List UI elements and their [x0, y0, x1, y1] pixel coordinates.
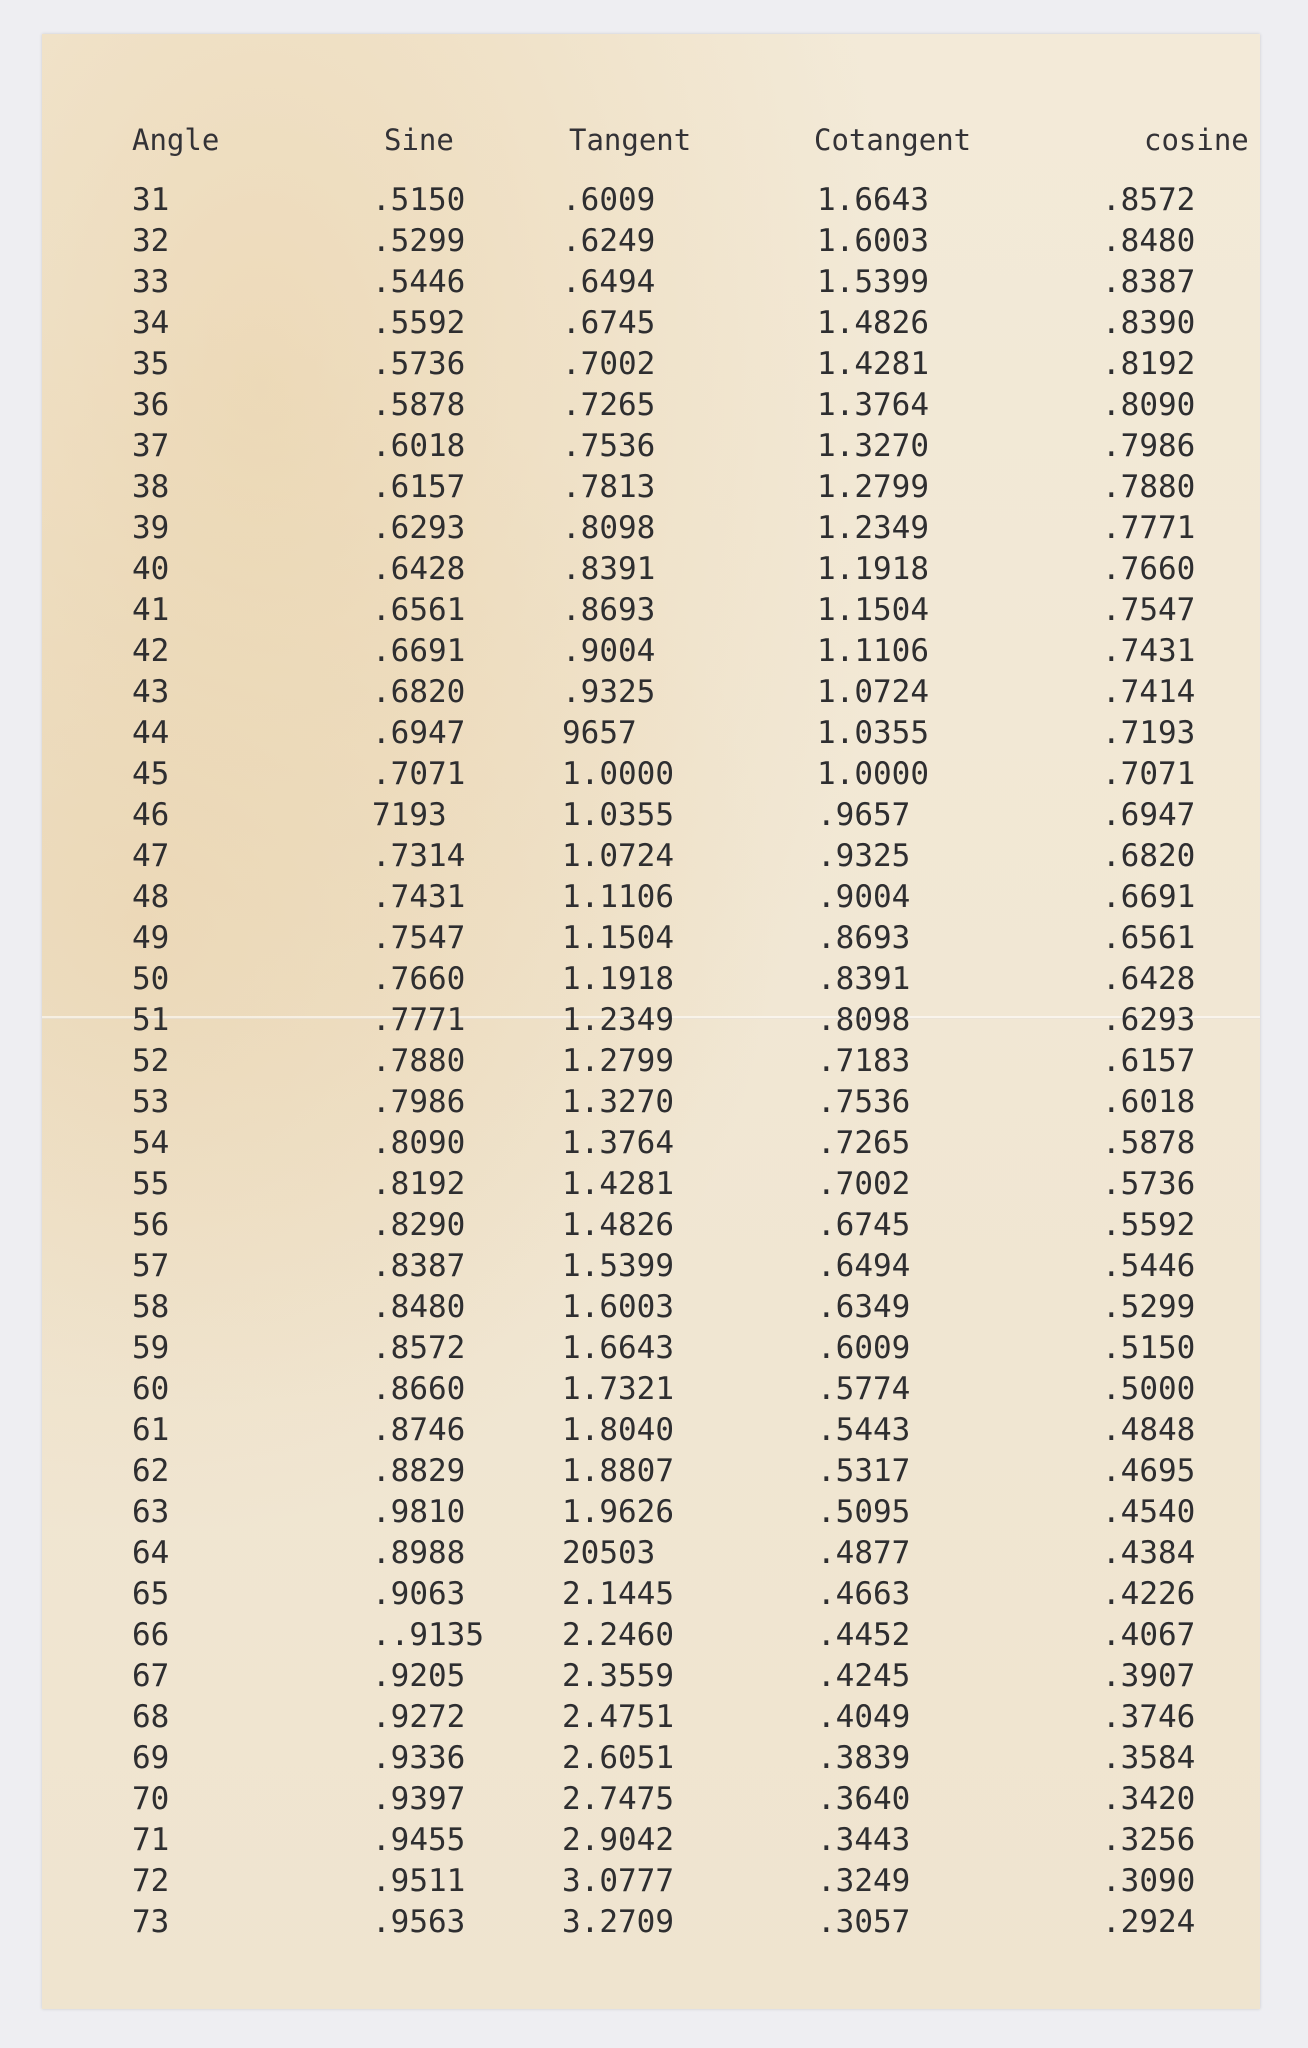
cell-cosine: .6947: [1102, 797, 1196, 833]
cell-cotangent: 1.5399: [817, 264, 929, 300]
cell-angle: 66: [132, 1617, 170, 1653]
cell-cotangent: .3057: [817, 1904, 911, 1940]
table-row: [42, 1738, 1260, 1778]
cell-sine: .8290: [372, 1207, 466, 1243]
cell-cosine: .8192: [1102, 346, 1196, 382]
cell-cosine: .8480: [1102, 223, 1196, 259]
table-row: [42, 180, 1260, 220]
cell-angle: 68: [132, 1699, 170, 1735]
table-row: [42, 1615, 1260, 1655]
table-header-row: [42, 120, 1260, 160]
cell-angle: 63: [132, 1494, 170, 1530]
table-row: [42, 713, 1260, 753]
table-row: [42, 1041, 1260, 1081]
cell-angle: 50: [132, 961, 170, 997]
cell-cotangent: 1.3270: [817, 428, 929, 464]
cell-sine: .8746: [372, 1412, 466, 1448]
cell-tangent: 1.5399: [562, 1248, 674, 1284]
table-row: [42, 1369, 1260, 1409]
cell-cotangent: .7536: [817, 1084, 911, 1120]
cell-cosine: .8572: [1102, 182, 1196, 218]
cell-cosine: .4067: [1102, 1617, 1196, 1653]
table-row: [42, 1820, 1260, 1860]
table-row: [42, 385, 1260, 425]
table-row: [42, 426, 1260, 466]
cell-tangent: .6745: [562, 305, 656, 341]
cell-sine: .6293: [372, 510, 466, 546]
cell-cotangent: .7002: [817, 1166, 911, 1202]
cell-cotangent: .4049: [817, 1699, 911, 1735]
cell-angle: 35: [132, 346, 170, 382]
cell-sine: .5736: [372, 346, 466, 382]
table-row: [42, 1328, 1260, 1368]
cell-cosine: .8090: [1102, 387, 1196, 423]
cell-cosine: .6691: [1102, 879, 1196, 915]
cell-cotangent: 1.3764: [817, 387, 929, 423]
cell-tangent: .8693: [562, 592, 656, 628]
cell-sine: .6157: [372, 469, 466, 505]
cell-tangent: .7265: [562, 387, 656, 423]
cell-cotangent: 1.6003: [817, 223, 929, 259]
cell-cotangent: .4245: [817, 1658, 911, 1694]
cell-tangent: 2.3559: [562, 1658, 674, 1694]
cell-tangent: 3.2709: [562, 1904, 674, 1940]
cell-angle: 39: [132, 510, 170, 546]
cell-tangent: 1.3764: [562, 1125, 674, 1161]
cell-angle: 40: [132, 551, 170, 587]
cell-tangent: .7536: [562, 428, 656, 464]
cell-cotangent: .3839: [817, 1740, 911, 1776]
cell-cosine: .5150: [1102, 1330, 1196, 1366]
cell-tangent: 9657: [562, 715, 637, 751]
cell-tangent: 20503: [562, 1535, 656, 1571]
cell-cosine: .8390: [1102, 305, 1196, 341]
cell-sine: .6018: [372, 428, 466, 464]
cell-cotangent: .5774: [817, 1371, 911, 1407]
cell-tangent: .9004: [562, 633, 656, 669]
cell-tangent: 1.1918: [562, 961, 674, 997]
table-row: [42, 1082, 1260, 1122]
cell-cotangent: 1.1918: [817, 551, 929, 587]
cell-cosine: .7547: [1102, 592, 1196, 628]
cell-cotangent: .9004: [817, 879, 911, 915]
cell-angle: 61: [132, 1412, 170, 1448]
cell-cosine: .3256: [1102, 1822, 1196, 1858]
cell-angle: 58: [132, 1289, 170, 1325]
cell-cotangent: 1.0000: [817, 756, 929, 792]
cell-cotangent: .3443: [817, 1822, 911, 1858]
cell-tangent: 1.3270: [562, 1084, 674, 1120]
cell-cotangent: 1.1504: [817, 592, 929, 628]
cell-cotangent: .9657: [817, 797, 911, 833]
cell-tangent: 2.2460: [562, 1617, 674, 1653]
cell-tangent: 1.1106: [562, 879, 674, 915]
cell-cosine: .4384: [1102, 1535, 1196, 1571]
cell-cosine: .7414: [1102, 674, 1196, 710]
header-angle: Angle: [132, 123, 220, 157]
cell-angle: 34: [132, 305, 170, 341]
cell-cotangent: .5317: [817, 1453, 911, 1489]
table-row: [42, 1492, 1260, 1532]
table-row: [42, 344, 1260, 384]
cell-cosine: .3746: [1102, 1699, 1196, 1735]
cell-sine: .8660: [372, 1371, 466, 1407]
cell-cotangent: 1.1106: [817, 633, 929, 669]
cell-angle: 73: [132, 1904, 170, 1940]
cell-angle: 44: [132, 715, 170, 751]
cell-sine: .6691: [372, 633, 466, 669]
cell-cotangent: .8098: [817, 1002, 911, 1038]
cell-cosine: .7431: [1102, 633, 1196, 669]
cell-cosine: .6157: [1102, 1043, 1196, 1079]
cell-cotangent: .8693: [817, 920, 911, 956]
cell-tangent: .6494: [562, 264, 656, 300]
cell-cotangent: .4452: [817, 1617, 911, 1653]
cell-sine: ..9135: [372, 1617, 484, 1653]
table-row: [42, 590, 1260, 630]
cell-sine: .9810: [372, 1494, 466, 1530]
cell-sine: .5592: [372, 305, 466, 341]
cell-sine: .9272: [372, 1699, 466, 1735]
table-row: [42, 1410, 1260, 1450]
cell-tangent: 1.4281: [562, 1166, 674, 1202]
cell-sine: .9063: [372, 1576, 466, 1612]
cell-sine: .9336: [372, 1740, 466, 1776]
header-tangent: Tangent: [569, 123, 692, 157]
cell-cosine: .3090: [1102, 1863, 1196, 1899]
cell-angle: 42: [132, 633, 170, 669]
cell-tangent: 1.9626: [562, 1494, 674, 1530]
cell-sine: .9205: [372, 1658, 466, 1694]
cell-tangent: .6249: [562, 223, 656, 259]
cell-sine: .7880: [372, 1043, 466, 1079]
cell-sine: .6947: [372, 715, 466, 751]
cell-cosine: .2924: [1102, 1904, 1196, 1940]
cell-angle: 46: [132, 797, 170, 833]
cell-cotangent: .6494: [817, 1248, 911, 1284]
cell-cosine: .3907: [1102, 1658, 1196, 1694]
table-row: [42, 1000, 1260, 1040]
table-row: [42, 795, 1260, 835]
cell-angle: 43: [132, 674, 170, 710]
table-row: [42, 467, 1260, 507]
cell-angle: 56: [132, 1207, 170, 1243]
cell-angle: 62: [132, 1453, 170, 1489]
header-cotangent: Cotangent: [814, 123, 972, 157]
cell-sine: .8090: [372, 1125, 466, 1161]
table-row: [42, 1861, 1260, 1901]
cell-angle: 67: [132, 1658, 170, 1694]
table-row: [42, 754, 1260, 794]
cell-sine: .8572: [372, 1330, 466, 1366]
cell-angle: 31: [132, 182, 170, 218]
cell-sine: .7071: [372, 756, 466, 792]
table-row: [42, 1902, 1260, 1942]
header-sine: Sine: [384, 123, 454, 157]
table-row: [42, 1123, 1260, 1163]
cell-tangent: 1.8040: [562, 1412, 674, 1448]
cell-cotangent: 1.2799: [817, 469, 929, 505]
cell-cosine: .8387: [1102, 264, 1196, 300]
cell-tangent: 1.7321: [562, 1371, 674, 1407]
cell-angle: 47: [132, 838, 170, 874]
cell-sine: .8829: [372, 1453, 466, 1489]
cell-sine: .7660: [372, 961, 466, 997]
cell-cosine: .4226: [1102, 1576, 1196, 1612]
cell-angle: 64: [132, 1535, 170, 1571]
cell-cotangent: .6349: [817, 1289, 911, 1325]
cell-sine: .6820: [372, 674, 466, 710]
table-row: [42, 836, 1260, 876]
cell-sine: .6428: [372, 551, 466, 587]
table-row: [42, 1246, 1260, 1286]
cell-angle: 36: [132, 387, 170, 423]
cell-cosine: .7660: [1102, 551, 1196, 587]
cell-angle: 69: [132, 1740, 170, 1776]
cell-tangent: .8098: [562, 510, 656, 546]
cell-cotangent: .6009: [817, 1330, 911, 1366]
cell-sine: .8192: [372, 1166, 466, 1202]
cell-cotangent: .7265: [817, 1125, 911, 1161]
cell-cosine: .3584: [1102, 1740, 1196, 1776]
cell-cotangent: 1.4826: [817, 305, 929, 341]
cell-cosine: .4540: [1102, 1494, 1196, 1530]
cell-angle: 54: [132, 1125, 170, 1161]
cell-angle: 49: [132, 920, 170, 956]
cell-tangent: 1.0355: [562, 797, 674, 833]
cell-angle: 72: [132, 1863, 170, 1899]
cell-cotangent: .3640: [817, 1781, 911, 1817]
cell-sine: .9455: [372, 1822, 466, 1858]
cell-angle: 51: [132, 1002, 170, 1038]
table-row: [42, 918, 1260, 958]
cell-cotangent: .3249: [817, 1863, 911, 1899]
cell-tangent: 2.6051: [562, 1740, 674, 1776]
cell-angle: 32: [132, 223, 170, 259]
cell-cosine: .6018: [1102, 1084, 1196, 1120]
cell-angle: 38: [132, 469, 170, 505]
cell-cotangent: .5443: [817, 1412, 911, 1448]
cell-cosine: .5736: [1102, 1166, 1196, 1202]
cell-tangent: 2.7475: [562, 1781, 674, 1817]
cell-angle: 52: [132, 1043, 170, 1079]
cell-cosine: .7193: [1102, 715, 1196, 751]
cell-tangent: 1.4826: [562, 1207, 674, 1243]
cell-sine: .7986: [372, 1084, 466, 1120]
cell-sine: .5150: [372, 182, 466, 218]
cell-sine: .8988: [372, 1535, 466, 1571]
cell-sine: 7193: [372, 797, 447, 833]
cell-angle: 53: [132, 1084, 170, 1120]
cell-cotangent: .5095: [817, 1494, 911, 1530]
cell-cotangent: .4663: [817, 1576, 911, 1612]
table-row: [42, 1656, 1260, 1696]
cell-tangent: .6009: [562, 182, 656, 218]
table-row: [42, 1164, 1260, 1204]
cell-tangent: 1.1504: [562, 920, 674, 956]
cell-tangent: 1.2349: [562, 1002, 674, 1038]
table-row: [42, 508, 1260, 548]
cell-tangent: .8391: [562, 551, 656, 587]
cell-angle: 57: [132, 1248, 170, 1284]
cell-cosine: .5592: [1102, 1207, 1196, 1243]
cell-angle: 65: [132, 1576, 170, 1612]
cell-sine: .5878: [372, 387, 466, 423]
cell-tangent: 2.9042: [562, 1822, 674, 1858]
cell-tangent: 3.0777: [562, 1863, 674, 1899]
typed-trig-table-sheet: [42, 34, 1260, 2009]
cell-angle: 41: [132, 592, 170, 628]
cell-sine: .7547: [372, 920, 466, 956]
cell-tangent: 1.2799: [562, 1043, 674, 1079]
table-row: [42, 303, 1260, 343]
cell-sine: .8387: [372, 1248, 466, 1284]
cell-cotangent: 1.6643: [817, 182, 929, 218]
cell-angle: 70: [132, 1781, 170, 1817]
cell-cosine: .4695: [1102, 1453, 1196, 1489]
table-row: [42, 262, 1260, 302]
table-row: [42, 672, 1260, 712]
table-row: [42, 877, 1260, 917]
cell-cotangent: .9325: [817, 838, 911, 874]
cell-angle: 71: [132, 1822, 170, 1858]
table-row: [42, 1287, 1260, 1327]
cell-sine: .5446: [372, 264, 466, 300]
cell-cosine: .5446: [1102, 1248, 1196, 1284]
cell-cotangent: 1.0724: [817, 674, 929, 710]
cell-sine: .9511: [372, 1863, 466, 1899]
cell-cosine: .6428: [1102, 961, 1196, 997]
cell-tangent: 1.6643: [562, 1330, 674, 1366]
cell-cosine: .3420: [1102, 1781, 1196, 1817]
header-cosine: cosine: [1144, 123, 1249, 157]
cell-cotangent: .6745: [817, 1207, 911, 1243]
cell-sine: .8480: [372, 1289, 466, 1325]
cell-angle: 45: [132, 756, 170, 792]
cell-cosine: .7771: [1102, 510, 1196, 546]
cell-sine: .5299: [372, 223, 466, 259]
cell-tangent: 1.0724: [562, 838, 674, 874]
cell-angle: 37: [132, 428, 170, 464]
cell-cosine: .6561: [1102, 920, 1196, 956]
cell-cotangent: .7183: [817, 1043, 911, 1079]
cell-cotangent: 1.4281: [817, 346, 929, 382]
table-row: [42, 1451, 1260, 1491]
table-row: [42, 1533, 1260, 1573]
cell-sine: .6561: [372, 592, 466, 628]
cell-sine: .9397: [372, 1781, 466, 1817]
table-row: [42, 1697, 1260, 1737]
table-row: [42, 1779, 1260, 1819]
table-row: [42, 631, 1260, 671]
cell-cotangent: 1.2349: [817, 510, 929, 546]
table-row: [42, 221, 1260, 261]
cell-cosine: .7986: [1102, 428, 1196, 464]
table-row: [42, 1574, 1260, 1614]
cell-tangent: 1.0000: [562, 756, 674, 792]
cell-angle: 48: [132, 879, 170, 915]
cell-cosine: .7071: [1102, 756, 1196, 792]
cell-tangent: .7002: [562, 346, 656, 382]
cell-cosine: .5000: [1102, 1371, 1196, 1407]
cell-sine: .7771: [372, 1002, 466, 1038]
cell-tangent: .7813: [562, 469, 656, 505]
cell-cosine: .7880: [1102, 469, 1196, 505]
cell-tangent: 2.4751: [562, 1699, 674, 1735]
table-row: [42, 549, 1260, 589]
cell-tangent: .9325: [562, 674, 656, 710]
cell-cosine: .6820: [1102, 838, 1196, 874]
cell-cotangent: .4877: [817, 1535, 911, 1571]
cell-tangent: 1.8807: [562, 1453, 674, 1489]
cell-sine: .9563: [372, 1904, 466, 1940]
cell-cosine: .5878: [1102, 1125, 1196, 1161]
cell-cotangent: 1.0355: [817, 715, 929, 751]
cell-cosine: .4848: [1102, 1412, 1196, 1448]
cell-angle: 60: [132, 1371, 170, 1407]
cell-cosine: .6293: [1102, 1002, 1196, 1038]
table-row: [42, 959, 1260, 999]
cell-angle: 59: [132, 1330, 170, 1366]
table-row: [42, 1205, 1260, 1245]
cell-sine: .7431: [372, 879, 466, 915]
cell-cosine: .5299: [1102, 1289, 1196, 1325]
cell-tangent: 1.6003: [562, 1289, 674, 1325]
cell-sine: .7314: [372, 838, 466, 874]
cell-angle: 55: [132, 1166, 170, 1202]
cell-tangent: 2.1445: [562, 1576, 674, 1612]
cell-angle: 33: [132, 264, 170, 300]
cell-cotangent: .8391: [817, 961, 911, 997]
